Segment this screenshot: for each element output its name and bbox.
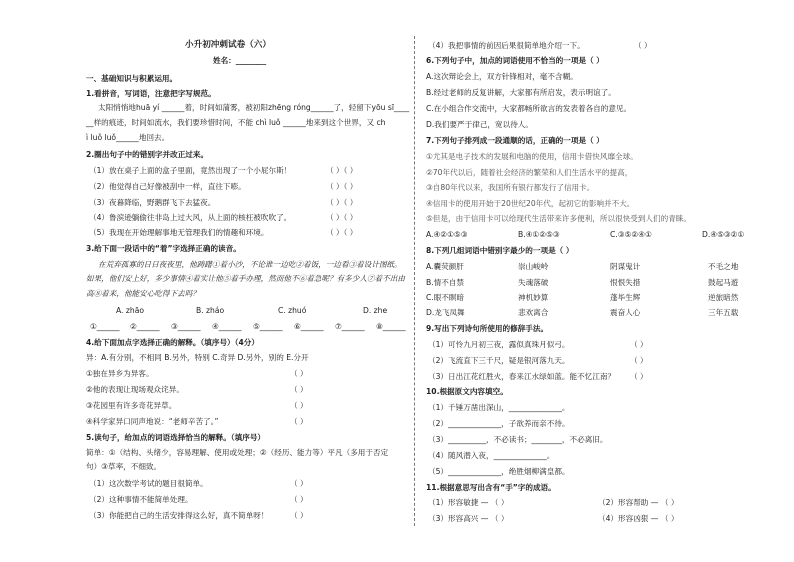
q3-blank-5[interactable]: ⑤______ — [253, 322, 283, 331]
q2-title: 2.圈出句子中的错别字并改正过来。 — [86, 150, 209, 159]
q2-answer-5[interactable]: （ ）（ ） — [326, 228, 358, 237]
q8-word: 鼓起马遊 — [708, 278, 739, 287]
q11-item-4[interactable]: （4）形容凶狠 — （ ） — [598, 514, 679, 523]
q3-blank-2[interactable]: ②______ — [130, 322, 160, 331]
q6-option-b: B.经过老师的反复讲解，大家都有所启发，表示明谊了。 — [426, 88, 616, 97]
q7-sentence-2: ②70年代以后，随着社会经济的繁荣和人们生活水平的提高， — [426, 168, 633, 177]
q2-item-2: （2）他觉得自己好像被刮中一样，直往下嘭。 — [89, 182, 246, 191]
q5-definition-2: 句）③草率，不细致。 — [86, 462, 162, 471]
q2-item-4: （4）鲁滨逊躺偷往非岛上过大风，从上面的核枉被吹吹了。 — [89, 213, 292, 222]
q7-title: 7.下列句子排列成一段通顺的话，正确的一项是（ ） — [426, 136, 604, 145]
q5-answer-2[interactable]: （ ） — [290, 495, 308, 504]
q11-item-1[interactable]: （1）形容敏捷 — （ ） — [428, 498, 509, 507]
q7-sentence-5: ⑤但是，由于信用卡可以给现代生活带来许多便利，所以很快受到人们的青睐。 — [426, 214, 691, 223]
q3-blank-3[interactable]: ③______ — [171, 322, 201, 331]
q3-passage-1: 在荒弃孤寡的日日夜夜里，他踌躇①着小沙，不论谁一边吃②着饭，一边看③着设计图纸。 — [98, 260, 402, 269]
q1-line-1: 太阳悄悄地huā yí ______着，时间如蒲雾，被初阳zhēng róng______了，轻留下yōu sī____ — [98, 103, 410, 112]
q9-answer-3[interactable]: （ ） — [630, 372, 648, 381]
q8-word: 恨恨失措 — [610, 278, 641, 287]
q5-answer-4[interactable]: （ ） — [634, 41, 652, 50]
q8-word: B.情不自禁 — [426, 278, 464, 287]
q4-item-2: ②他的表现让现场观众诧异。 — [86, 385, 184, 394]
q8-word: 震奋人心 — [610, 308, 641, 317]
q3-passage-2: 如果，他们安上好，多少事情④着实让他⑤着手办理，然而他不⑥着急呢？有多少人⑦着不出由 — [86, 274, 405, 283]
q5-item-3: （3）你能把自己的生活安排得这么好，真不简单呀！ — [89, 511, 269, 520]
q2-answer-4[interactable]: （ ）（ ） — [326, 213, 358, 222]
q9-item-1: （1）可怜九月初三夜，露似真珠月似弓。 — [428, 340, 570, 349]
q5-title: 5.读句子，给加点的词语选择恰当的解释。（填序号） — [86, 433, 266, 442]
q8-word: 逆旅暗然 — [708, 293, 739, 302]
q8-word: C.眼不瞑暗 — [426, 293, 465, 302]
q5-answer-1[interactable]: （ ） — [290, 479, 308, 488]
q5-definition-1: 简单：①（结构、头绪少，容易理解、使用或处理；②（经历、能力等）平凡（多用于否定 — [86, 448, 389, 457]
q6-option-a: A.这次辩论会上，双方针锋相对，毫不含糊。 — [426, 72, 578, 81]
q5-item-2: （2）这种事情不能简单处理。 — [89, 495, 193, 504]
right-column — [418, 0, 794, 562]
q1-title: 1.看拼音，写词语，注意把字写规范。 — [86, 89, 216, 98]
column-divider — [414, 36, 415, 526]
q5-answer-3[interactable]: （ ） — [290, 511, 308, 520]
q8-word: 阴谋鬼计 — [610, 262, 641, 271]
q8-word: 不毛之地 — [708, 262, 739, 271]
q5-item-1: （1）这次数学考试的题目很简单。 — [89, 479, 208, 488]
q11-item-2[interactable]: （2）形容帮助 — （ ） — [598, 498, 679, 507]
q10-item-2[interactable]: （2）______________，子欲养而亲不待。 — [428, 419, 570, 428]
q7-option-c: C.③⑤②④① — [610, 230, 652, 239]
q2-answer-3[interactable]: （ ）（ ） — [326, 198, 358, 207]
q6-title: 6.下列句子中，加点的词语使用不恰当的一项是（ ） — [426, 56, 604, 65]
section-1-heading: 一、基础知识与积累运用。 — [86, 74, 178, 83]
q3-option-a: A. zhāo — [116, 306, 144, 315]
q9-answer-1[interactable]: （ ） — [630, 340, 648, 349]
q8-word: 蓬毕生辉 — [610, 293, 641, 302]
q3-blank-7[interactable]: ⑦______ — [335, 322, 365, 331]
q1-line-3: ì luǒ luǒ______地回去。 — [86, 133, 170, 142]
q4-item-4: ④科学家异口同声地说：“老师辛苦了。” — [86, 417, 219, 426]
q7-option-a: A.④②①⑤③ — [426, 230, 468, 239]
q2-item-3: （3）夜暮降临，野鹅群飞下去猛夜。 — [89, 198, 216, 207]
q8-word: D.龙飞凤舞 — [426, 308, 465, 317]
q3-blank-8[interactable]: ⑧______ — [376, 322, 406, 331]
q9-item-2: （2）飞流直下三千尺，疑是银河落九天。 — [428, 356, 570, 365]
q3-blank-6[interactable]: ⑥______ — [294, 322, 324, 331]
q3-option-b: B. zháo — [196, 306, 225, 315]
q8-word: 失魂落破 — [518, 278, 549, 287]
q6-option-d: D.我们要严于律己，宽以待人。 — [426, 120, 533, 129]
q7-sentence-1: ①尤其是电子技术的发展和电脑的使用，信用卡借快风靡全球。 — [426, 152, 638, 161]
q7-sentence-4: ④信用卡的使用开始于20世纪20年代，起初它的影响并不大。 — [426, 199, 635, 208]
q2-item-1: （1）放在桌子上面的盒子里面，竟然出现了一个小屁尔斯！ — [89, 166, 292, 175]
q7-option-d: D.④⑤③②① — [702, 230, 745, 239]
exam-title: 小升初冲刺试卷（六） — [185, 40, 271, 50]
q8-title: 8.下列几组词语中错别字最少的一项是（ ） — [426, 246, 574, 255]
q4-answer-2[interactable]: （ ） — [290, 385, 308, 394]
q10-title: 10.根据原文内容填空。 — [426, 387, 508, 396]
q3-option-d: D. zhe — [363, 306, 388, 315]
q2-item-5: （5）我现在开始理解事地无管理我们的情趣和环境。 — [89, 228, 269, 237]
q11-item-3[interactable]: （3）形容高兴 — （ ） — [428, 514, 509, 523]
q3-blank-4[interactable]: ④______ — [212, 322, 242, 331]
q4-answer-1[interactable]: （ ） — [290, 369, 308, 378]
q8-word: A.囊荧颜肝 — [426, 262, 464, 271]
q10-item-4[interactable]: （4）随风潜入夜，______________。 — [428, 451, 555, 460]
q2-answer-2[interactable]: （ ）（ ） — [326, 182, 358, 191]
q10-item-3[interactable]: （3）__________，不必读书；________，不必离旧。 — [428, 435, 608, 444]
q9-item-3: （3）日出江花红胜火，春来江水绿如蓝。能不忆江南？ — [428, 372, 616, 381]
q8-word: 崇山峻岭 — [518, 262, 549, 271]
q5-item-4: （4）我把事情的前因后果很简单地介绍一下。 — [428, 41, 585, 50]
q8-word: 三年五载 — [708, 308, 739, 317]
q1-line-2: __样的痕迹，时间如流水，我们要珍惜时间，不能 chì luǒ ______地来到这个世界，又 ch — [86, 118, 386, 127]
q11-title: 11.根据意思写出含有“手”字的成语。 — [426, 483, 556, 492]
q8-word: 神机妙算 — [518, 293, 549, 302]
q8-word: 悲欢离合 — [518, 308, 549, 317]
q3-title: 3.给下面一段话中的“着”字选择正确的读音。 — [86, 244, 241, 253]
q10-item-5[interactable]: （5）______________，绝胜烟柳满皇都。 — [428, 467, 570, 476]
q6-option-c: C.在小组合作交流中，大家都畅所欲言的发表着各自的意见。 — [426, 104, 632, 113]
q3-blank-1[interactable]: ①______ — [90, 322, 120, 331]
q4-item-1: ①独在异乡为异客。 — [86, 369, 154, 378]
q10-item-1[interactable]: （1）千锤万凿出深山，______________。 — [428, 403, 570, 412]
q4-definitions: 异：A.有分别，不相同 B.另外，特别 C.奇异 D.另外，别的 E.分开 — [86, 353, 309, 362]
q4-title: 4.给下面加点字选择正确的解释。（填序号）（4分） — [86, 338, 259, 347]
q7-option-b: B.④①②⑤③ — [518, 230, 560, 239]
q4-item-3: ③花园里有许多奇花异草。 — [86, 401, 177, 410]
q9-answer-2[interactable]: （ ） — [630, 356, 648, 365]
q9-title: 9.写出下列诗句所使用的修辞手法。 — [426, 324, 549, 333]
q4-answer-4[interactable]: （ ） — [290, 417, 308, 426]
q4-answer-3[interactable]: （ ） — [290, 401, 308, 410]
name-field[interactable]: 姓名：________ — [213, 56, 267, 65]
q2-answer-1[interactable]: （ ）（ ） — [326, 166, 358, 175]
q3-option-c: C. zhuó — [278, 306, 307, 315]
q7-sentence-3: ③自80年代以来，我国所有银行都发行了信用卡。 — [426, 183, 595, 192]
q3-passage-3: 高⑧着来，他能安心吃得下去吗？ — [86, 289, 200, 298]
